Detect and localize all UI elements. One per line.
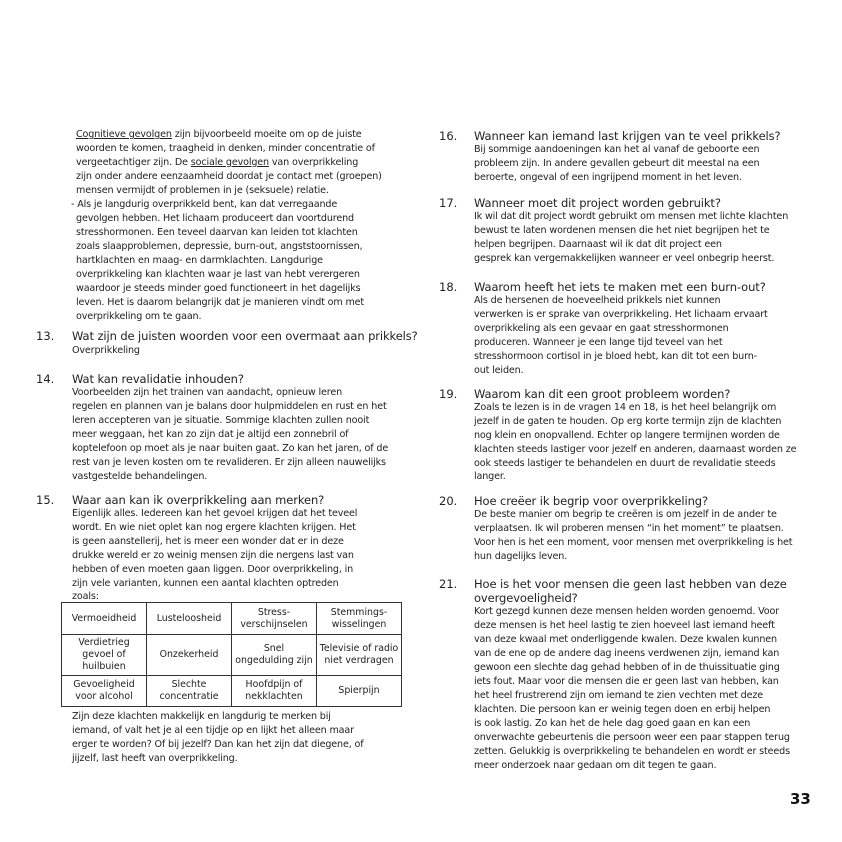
answer-line: Zoals te lezen is in de vragen 14 en 18, is het heel belangrijk om	[474, 402, 777, 413]
answer-line: Ik wil dat dit project wordt gebruikt om mensen met lichte klachten	[474, 211, 789, 222]
table-cell: Lusteloosheid	[147, 603, 232, 635]
table-cell: Snel ongedulding zijn	[232, 635, 317, 676]
table-cell: Stress- verschijnselen	[232, 603, 317, 635]
answer-line: zijn vele varianten, kunnen een aantal klachten optreden	[72, 578, 339, 589]
answer-line: Voorbeelden zijn het trainen van aandacht, opnieuw leren	[72, 387, 343, 398]
answer-line: gewoon een slechte dag gehad hebben of in de thuissituatie ging	[474, 662, 780, 673]
question-number: 19.	[439, 387, 458, 401]
answer-line: probleem zijn. In andere gevallen gebeurt dit meestal na een	[474, 158, 760, 169]
answer-line: onverwachte gebeurtenis die persoon weer een paar stappen terug	[474, 732, 790, 743]
answer-line: regelen en plannen van je balans door hulpmiddelen en rust en het	[72, 401, 387, 412]
intro-line: leven. Het is daarom belangrijk dat je manieren vindt om met	[76, 297, 365, 308]
intro-line: hartklachten en maag- en darmklachten. Langdurige	[76, 255, 323, 266]
answer-line: leren accepteren van je situatie. Sommige klachten zullen nooit	[72, 415, 370, 426]
intro-line: vergeetachtiger zijn. De sociale gevolgen van overprikkeling	[76, 157, 359, 168]
intro-line: zijn onder andere eenzaamheid doordat je contact met (groepen)	[76, 171, 382, 182]
answer-line: verwerken is er sprake van overprikkeling. Het lichaam ervaart	[474, 309, 768, 320]
table-cell: Spierpijn	[317, 676, 402, 707]
table-row	[62, 676, 402, 707]
answer-line: stresshormoon cortisol in je bloed hebt, kan dit tot een burn-	[474, 351, 757, 362]
answer-line: klachten steeds lastiger voor jezelf en anderen, daarnaast worden ze	[474, 444, 797, 455]
answer-line: erger te worden? Of bij jezelf? Dan kan het zijn dat diegene, of	[72, 739, 364, 750]
answer-line: gesprek kan vergemakkelijken wanneer er veel onbegrip heerst.	[474, 253, 775, 264]
answer-line: helpen begrijpen. Daarnaast wil ik dat dit project een	[474, 239, 722, 250]
answer-line: koptelefoon op moet als je naar buiten gaat. Zo kan het jaren, of de	[72, 443, 389, 454]
table-cell: Hoofdpijn of nekklachten	[232, 676, 317, 707]
answer-line: vastgestelde behandelingen.	[72, 471, 208, 482]
question-title: Hoe is het voor mensen die geen last hebben van deze	[474, 577, 787, 591]
answer-line: hun dagelijks leven.	[474, 551, 568, 562]
answer-line: zoals:	[72, 591, 99, 602]
answer-line: Als de hersenen de hoeveelheid prikkels niet kunnen	[474, 295, 721, 306]
answer-line: Eigenlijk alles. Iedereen kan het gevoel krijgen dat het teveel	[72, 508, 358, 519]
answer-line: De beste manier om begrip te creëren is om jezelf in de ander te	[474, 509, 777, 520]
question-title: Waar aan kan ik overprikkeling aan merken?	[72, 493, 325, 507]
question-number: 13.	[36, 329, 55, 343]
answer-line: hebben of even moeten gaan liggen. Door overprikkeling, in	[72, 564, 354, 575]
table-cell: Vermoeidheid	[62, 603, 147, 635]
answer-line: beroerte, ongeval of een ingrijpend moment in het leven.	[474, 172, 742, 183]
answer-line: overprikkeling als een gevaar en gaat stresshormonen	[474, 323, 729, 334]
question-title: Wat kan revalidatie inhouden?	[72, 372, 244, 386]
table-cell: Gevoeligheid voor alcohol	[62, 676, 147, 707]
symptoms-table	[61, 602, 402, 707]
answer-line: klachten. Die persoon kan er weinig tegen doen en erbij helpen	[474, 704, 771, 715]
table-row	[62, 635, 402, 676]
table-cell: Onzekerheid	[147, 635, 232, 676]
question-title: Waarom heeft het iets te maken met een burn-out?	[474, 280, 766, 294]
question-number: 15.	[36, 493, 55, 507]
answer-line: drukke wereld er zo weinig mensen zijn die nergens last van	[72, 550, 354, 561]
intro-line: overprikkeling kan klachten waar je last van hebt verergeren	[76, 269, 360, 280]
answer-line: iets fout. Maar voor die mensen die er geen last van hebben, kan	[474, 676, 779, 687]
intro-line: overprikkeling om te gaan.	[76, 311, 202, 322]
answer-line: Bij sommige aandoeningen kan het al vanaf de geboorte een	[474, 144, 760, 155]
intro-line: mensen vermijdt of problemen in je (seksuele) relatie.	[76, 185, 329, 196]
answer-line: meer onderzoek naar gedaan om dit tegen te gaan.	[474, 760, 717, 771]
intro-line: - Als je langdurig overprikkeld bent, kan dat verregaande	[71, 199, 338, 210]
answer-line: van deze kwaal met onderliggende kwalen. Deze kwalen kunnen	[474, 634, 777, 645]
answer-line: zetten. Gelukkig is overprikkeling te behandelen en wordt er steeds	[474, 746, 790, 757]
answer-line: Overprikkeling	[72, 345, 140, 356]
answer-line: het heel frustrerend zijn om iemand te zien vechten met deze	[474, 690, 763, 701]
table-row	[62, 603, 402, 635]
table-cell: Televisie of radio niet verdragen	[317, 635, 402, 676]
question-title: Wanneer kan iemand last krijgen van te veel prikkels?	[474, 129, 781, 143]
answer-line: is geen aanstellerij, het is meer een wonder dat er in deze	[72, 536, 344, 547]
intro-line: stresshormonen. Een teveel daarvan kan leiden tot klachten	[76, 227, 358, 238]
answer-line: nog klein en onopvallend. Echter op langere termijnen worden de	[474, 430, 780, 441]
question-number: 20.	[439, 494, 458, 508]
table-cell: Verdietrieg gevoel of huilbuien	[62, 635, 147, 676]
question-number: 18.	[439, 280, 458, 294]
question-number: 14.	[36, 372, 55, 386]
question-number: 16.	[439, 129, 458, 143]
intro-line: zoals slaapproblemen, depressie, burn-out, angststoornissen,	[76, 241, 363, 252]
intro-line: Cognitieve gevolgen zijn bijvoorbeeld moeite om op de juiste	[76, 129, 362, 140]
answer-line: produceren. Wanneer je een lange tijd teveel van het	[474, 337, 723, 348]
table-cell: Slechte concentratie	[147, 676, 232, 707]
answer-line: out leiden.	[474, 365, 524, 376]
question-number: 21.	[439, 577, 458, 591]
question-title: Hoe creëer ik begrip voor overprikkeling?	[474, 494, 708, 508]
answer-line: ook steeds lastiger te behandelen en duurt de revalidatie steeds	[474, 458, 776, 469]
answer-line: is ook lastig. Zo kan het de hele dag goed gaan en kan een	[474, 718, 751, 729]
question-title: Wanneer moet dit project worden gebruikt?	[474, 196, 721, 210]
table-cell: Stemmings- wisselingen	[317, 603, 402, 635]
answer-line: langer.	[474, 471, 506, 482]
page-number: 33	[790, 790, 811, 808]
answer-line: jijzelf, last heeft van overprikkeling.	[72, 753, 238, 764]
social-effects-term: sociale gevolgen	[190, 157, 269, 168]
answer-line: jezelf in de gaten te houden. Op erg korte termijn zijn de klachten	[474, 416, 782, 427]
answer-line: meer weggaan, het kan zo zijn dat je altijd een zonnebril of	[72, 429, 349, 440]
intro-line: woorden te komen, traagheid in denken, minder concentratie of	[76, 143, 375, 154]
answer-line: deze mensen is het heel lastig te zien hoeveel last iemand heeft	[474, 620, 775, 631]
intro-line: gevolgen hebben. Het lichaam produceert dan voortdurend	[76, 213, 354, 224]
answer-line: verplaatsen. Ik wil proberen mensen “in het moment” te plaatsen.	[474, 523, 784, 534]
cognitive-effects-term: Cognitieve gevolgen	[76, 129, 172, 140]
question-title: overgevoeligheid?	[474, 591, 578, 605]
answer-line: bewust te laten wordenen mensen die het niet begrijpen het te	[474, 225, 770, 236]
answer-line: rest van je leven kosten om te revalideren. Er zijn alleen nauwelijks	[72, 457, 386, 468]
answer-line: Voor hen is het een moment, voor mensen met overprikkeling is het	[474, 537, 793, 548]
answer-line: Zijn deze klachten makkelijk en langdurig te merken bij	[72, 711, 331, 722]
question-title: Wat zijn de juisten woorden voor een overmaat aan prikkels?	[72, 329, 418, 343]
question-number: 17.	[439, 196, 458, 210]
question-title: Waarom kan dit een groot probleem worden?	[474, 387, 731, 401]
answer-line: wordt. En wie niet oplet kan nog ergere klachten krijgen. Het	[72, 522, 356, 533]
answer-line: Kort gezegd kunnen deze mensen helden worden genoemd. Voor	[474, 606, 780, 617]
intro-line: waardoor je steeds minder goed functioneert in het dagelijks	[76, 283, 361, 294]
answer-line: iemand, of valt het je al een tijdje op en lijkt het alleen maar	[72, 725, 354, 736]
answer-line: van de ene op de andere dag ineens verdwenen zijn, iemand kan	[474, 648, 780, 659]
